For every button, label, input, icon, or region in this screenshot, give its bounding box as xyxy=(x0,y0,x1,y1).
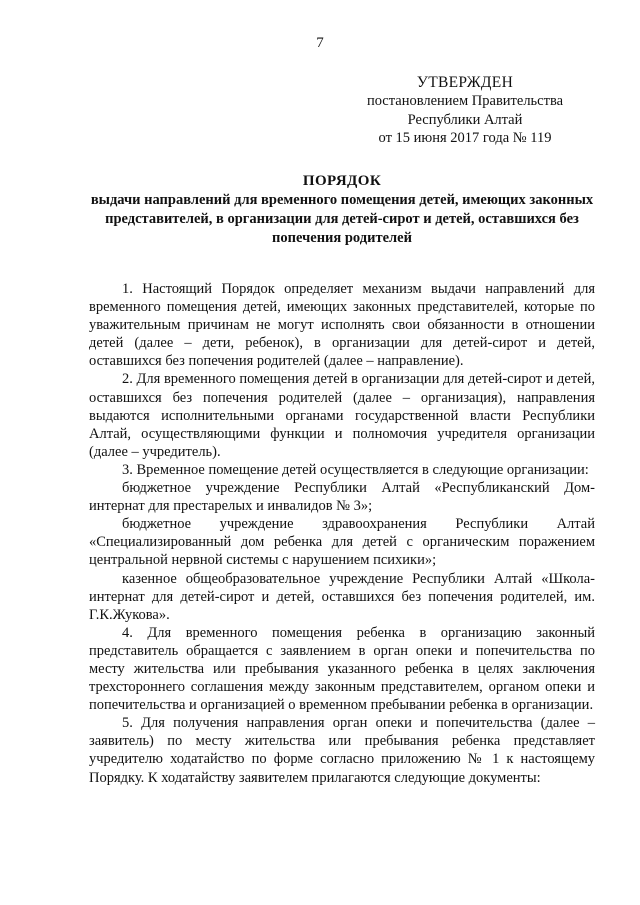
approval-line-resolution: постановлением Правительства xyxy=(366,93,564,110)
paragraph-1: 1. Настоящий Порядок определяет механизм выдачи направлений для временного помещения детей, имеющих законных представителей, которые по уважительным причинам не могут исполнять свои обязанности в отношении детей (далее – дети, ребенок), в организации для детей-сирот и детей, оставшихся без попечения родителей (далее – направление). xyxy=(89,281,595,370)
list-item-dom-rebenka: бюджетное учреждение здравоохранения Республики Алтай «Специализированный дом ребенка для детей с органическим поражением центральной нервной системы с нарушением психики»; xyxy=(89,516,595,569)
list-item-shkola-internat: казенное общеобразовательное учреждение Республики Алтай «Школа-интернат для детей-сирот и детей, оставшихся без попечения родителей, им. Г.К.Жукова». xyxy=(89,570,595,623)
paragraph-5: 5. Для получения направления орган опеки и попечительства (далее – заявитель) по месту жительства или пребывания ребенка представляет учредителю ходатайство по форме согласно приложению № 1 к настоящему Порядку. К ходатайству заявителем прилагаются следующие документы: xyxy=(89,715,595,786)
paragraph-3: 3. Временное помещение детей осуществляется в следующие организации: xyxy=(122,461,589,478)
paragraph-4: 4. Для временного помещения ребенка в организацию законный представитель обращается с заявлением в орган опеки и попечительства по месту жительства или пребывания указанного ребенка в целях заключения трехстороннего соглашения между законным представителем, органом опеки и попечительства и организацией о временном пребывании ребенка в организации. xyxy=(89,624,595,714)
document-body xyxy=(89,280,595,787)
page-number: 7 xyxy=(316,35,324,51)
title-heading: ПОРЯДОК xyxy=(302,173,382,189)
approval-line-date: от 15 июня 2017 года № 119 xyxy=(378,130,552,147)
approval-title: УТВЕРЖДЕН xyxy=(416,74,514,91)
paragraph-2: 2. Для временного помещения детей в организации для детей-сирот и детей, оставшихся без попечения родителей (далее – организация), направления выдаются исполнительными органами государственной власти Республики Алтай, осуществляющими функции и полномочия учредителя организации (далее – учредитель). xyxy=(89,371,595,460)
document-title xyxy=(90,172,594,248)
approval-line-republic: Республики Алтай xyxy=(407,111,523,128)
approval-stamp xyxy=(340,74,590,148)
list-item-dom-internat: бюджетное учреждение Республики Алтай «Республиканский Дом-интернат для престарелых и инвалидов № 3»; xyxy=(89,480,595,515)
title-subtitle: выдачи направлений для временного помещения детей, имеющих законных представителей, в организации для детей-сирот и детей, оставшихся без попечения родителей xyxy=(90,192,594,246)
